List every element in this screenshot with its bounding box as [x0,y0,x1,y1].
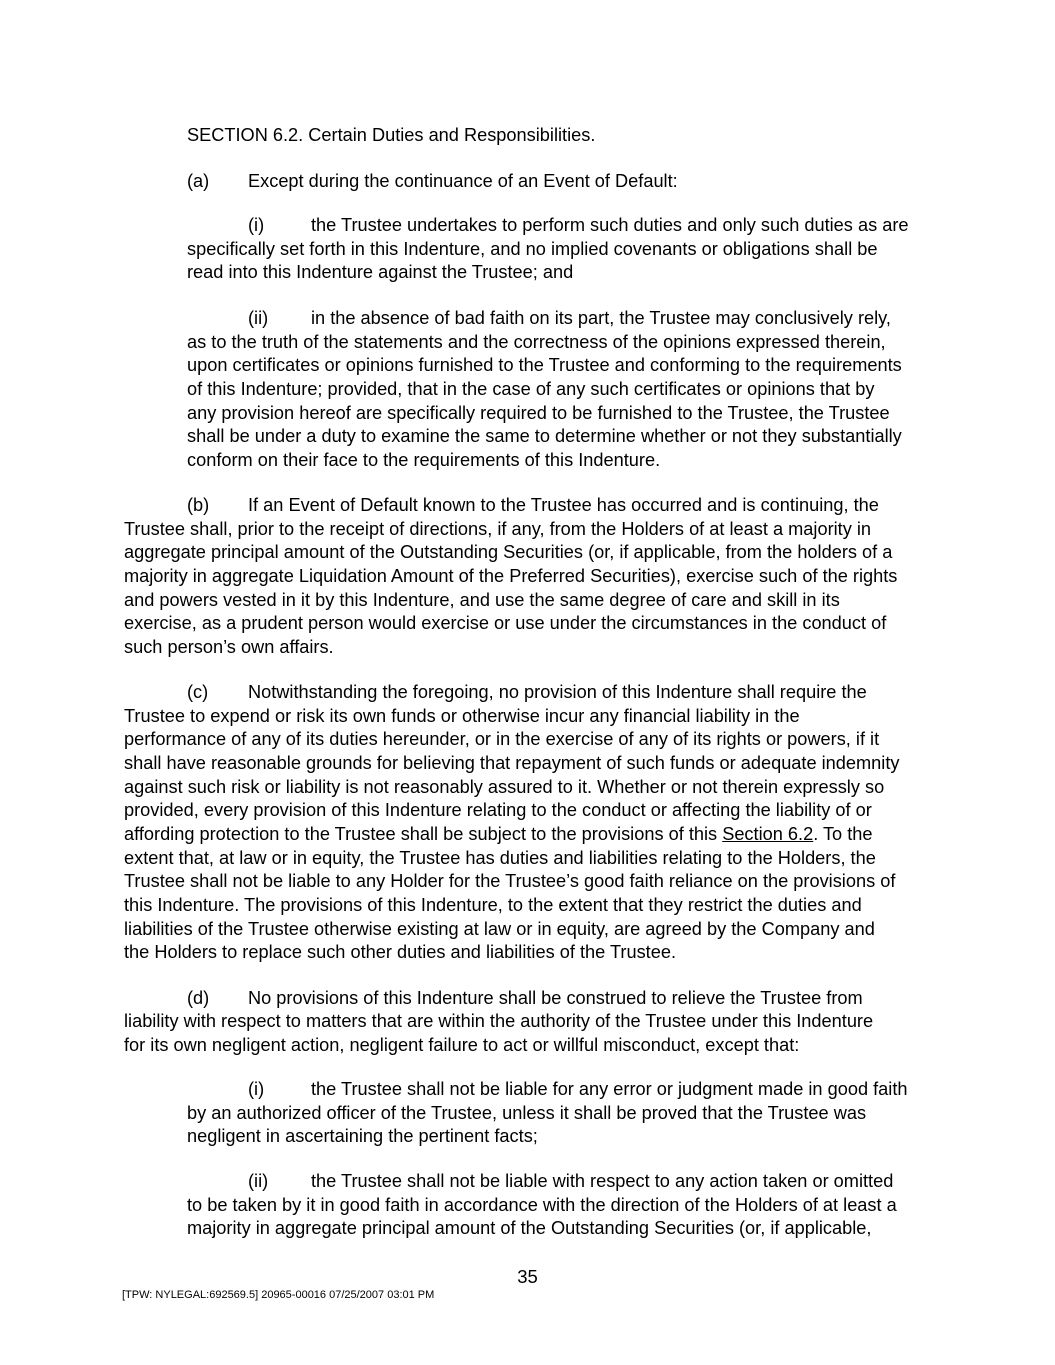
para-d-i-label: (i) [248,1079,265,1099]
paragraph-line: Notwithstanding the foregoing, no provision of this Indenture shall require the [248,682,867,702]
paragraph-line: such person’s own affairs. [124,637,334,657]
paragraph-line: provided, every provision of this Indenture relating to the conduct or affecting the liability of or [124,800,872,820]
section-heading: SECTION 6.2. Certain Duties and Responsibilities. [187,125,596,145]
paragraph-line: Trustee shall not be liable to any Holder for the Trustee’s good faith reliance on the provisions of [124,871,896,891]
para-a-i-label: (i) [248,215,265,235]
paragraph-line: majority in aggregate Liquidation Amount of the Preferred Securities), exercise such of the rights [124,566,898,586]
paragraph-line: of this Indenture; provided, that in the case of any such certificates or opinions that by [187,379,875,399]
paragraph-line: liability with respect to matters that are within the authority of the Trustee under this Indenture [124,1011,874,1031]
paragraph-line: specifically set forth in this Indenture, and no implied covenants or obligations shall be [187,239,878,259]
paragraph-line: negligent in ascertaining the pertinent facts; [187,1126,538,1146]
para-a-text: Except during the continuance of an Event of Default: [248,171,678,191]
paragraph-line: the Trustee shall not be liable for any error or judgment made in good faith [311,1079,908,1099]
para-c-label: (c) [187,682,209,702]
para-b-label: (b) [187,495,210,515]
paragraph-line: shall have reasonable grounds for believing that repayment of such funds or adequate indemnity [124,753,900,773]
paragraph-line: extent that, at law or in equity, the Trustee has duties and liabilities relating to the Holders, the [124,848,876,868]
line-text: . To the [813,824,873,844]
paragraph-line-with-reference [124,823,873,847]
paragraph-line: the Holders to replace such other duties and liabilities of the Trustee. [124,942,677,962]
para-a-ii-label: (ii) [248,308,269,328]
paragraph-line: No provisions of this Indenture shall be construed to relieve the Trustee from [248,988,863,1008]
paragraph-line: and powers vested in it by this Indenture, and use the same degree of care and skill in its [124,590,840,610]
line-text: affording protection to the Trustee shall be subject to the provisions of this [124,824,723,844]
paragraph-line: exercise, as a prudent person would exercise or use under the circumstances in the conduct of [124,613,887,633]
paragraph-line: Trustee to expend or risk its own funds or otherwise incur any financial liability in the [124,706,800,726]
paragraph-line: for its own negligent action, negligent failure to act or willful misconduct, except that: [124,1035,800,1055]
paragraph-line: If an Event of Default known to the Trustee has occurred and is continuing, the [248,495,879,515]
para-d-ii-label: (ii) [248,1171,269,1191]
page-number: 35 [517,1266,538,1287]
paragraph-line: this Indenture. The provisions of this Indenture, to the extent that they restrict the duties and [124,895,862,915]
paragraph-line: Trustee shall, prior to the receipt of directions, if any, from the Holders of at least a majority in [124,519,872,539]
paragraph-line: read into this Indenture against the Trustee; and [187,262,574,282]
paragraph-line: majority in aggregate principal amount of the Outstanding Securities (or, if applicable, [187,1218,872,1238]
paragraph-line: against such risk or liability is not reasonably assured to it. Whether or not therein expressly so [124,777,885,797]
paragraph-line: the Trustee shall not be liable with respect to any action taken or omitted [311,1171,894,1191]
paragraph-line: conform on their face to the requirements of this Indenture. [187,450,661,470]
paragraph-line: aggregate principal amount of the Outstanding Securities (or, if applicable, from the holders of a [124,542,893,562]
paragraph-line: shall be under a duty to examine the same to determine whether or not they substantially [187,426,902,446]
paragraph-line: the Trustee undertakes to perform such duties and only such duties as are [311,215,909,235]
para-a-label: (a) [187,171,210,191]
para-d-label: (d) [187,988,210,1008]
document-footer: [TPW: NYLEGAL:692569.5] 20965-00016 07/25/2007 03:01 PM [122,1289,435,1301]
paragraph-line: to be taken by it in good faith in accordance with the direction of the Holders of at least a [187,1195,897,1215]
paragraph-line: upon certificates or opinions furnished to the Trustee and conforming to the requirements [187,355,902,375]
paragraph-line: in the absence of bad faith on its part, the Trustee may conclusively rely, [311,308,891,328]
section-6-2-reference: Section 6.2 [722,824,814,844]
paragraph-line: any provision hereof are specifically required to be furnished to the Trustee, the Trustee [187,403,890,423]
paragraph-line: liabilities of the Trustee otherwise existing at law or in equity, are agreed by the Company and [124,919,875,939]
paragraph-line: by an authorized officer of the Trustee, unless it shall be proved that the Trustee was [187,1103,867,1123]
paragraph-line: as to the truth of the statements and the correctness of the opinions expressed therein, [187,332,886,352]
paragraph-line: performance of any of its duties hereunder, or in the exercise of any of its rights or powers, if it [124,729,880,749]
